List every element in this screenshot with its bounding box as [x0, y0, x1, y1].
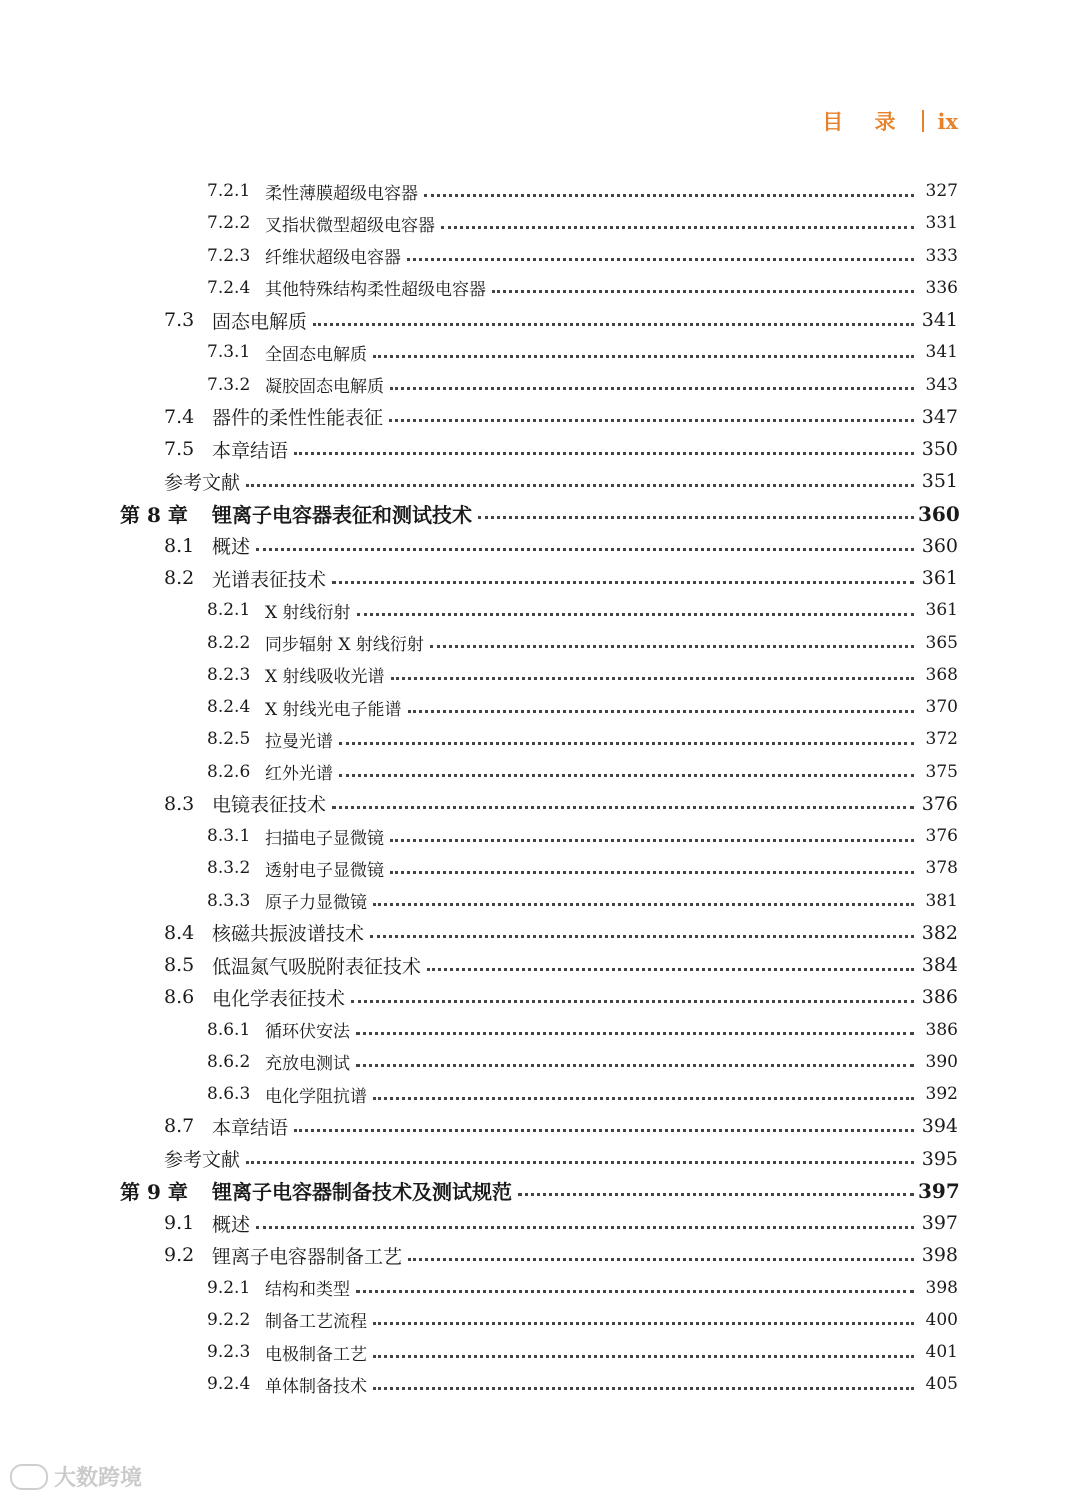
toc-entry-title: 固态电解质 — [212, 310, 308, 333]
toc-entry-number: 9.2 — [164, 1244, 195, 1267]
toc-entry — [0, 820, 1080, 852]
toc-entry — [0, 594, 1080, 626]
toc-entry-title: 器件的柔性性能表征 — [212, 407, 384, 430]
toc-entry — [0, 723, 1080, 755]
toc-entry-title: 循环伏安法 — [265, 1022, 350, 1042]
header-title: 目 录 — [822, 109, 908, 134]
toc-entry — [0, 498, 1080, 530]
toc-entry-title: 凝胶固态电解质 — [265, 377, 384, 397]
toc-entry-title: 原子力显微镜 — [265, 893, 367, 913]
toc-entry-page: 397 — [921, 1212, 958, 1234]
toc-entry-number: 8.3.1 — [207, 826, 251, 846]
toc-entry — [0, 917, 1080, 949]
toc-entry-title: 透射电子显微镜 — [265, 860, 384, 881]
toc-entry-title: 锂离子电容器制备工艺 — [212, 1245, 403, 1268]
toc-entry-number: 8.2.2 — [207, 632, 251, 653]
toc-entry — [0, 981, 1080, 1013]
toc-entry-number: 第 8 章 — [120, 503, 188, 527]
toc-entry — [0, 949, 1080, 981]
toc-entry-title: 锂离子电容器制备技术及测试规范 — [212, 1180, 512, 1205]
header-divider — [922, 110, 924, 132]
dot-leader — [294, 1127, 914, 1132]
toc-entry — [0, 1368, 1080, 1400]
toc-entry-number: 7.4 — [164, 405, 195, 428]
toc-entry-title: 本章结语 — [212, 1116, 289, 1139]
toc-entry-page: 390 — [925, 1051, 958, 1072]
toc-entry-page: 375 — [925, 761, 958, 782]
toc-entry-number: 8.6.2 — [207, 1051, 251, 1072]
toc-entry — [0, 1143, 1080, 1175]
dot-leader — [424, 192, 914, 197]
toc-entry-page: 370 — [925, 697, 958, 717]
toc-entry-title: 结构和类型 — [265, 1280, 350, 1300]
toc-entry-number: 7.2.4 — [207, 277, 251, 298]
toc-entry-title: X 射线吸收光谱 — [265, 667, 385, 688]
toc-entry-page: 405 — [925, 1374, 958, 1395]
toc-entry-page: 386 — [925, 1019, 958, 1040]
dot-leader — [246, 1159, 914, 1164]
toc-entry — [0, 659, 1080, 691]
toc-entry-page: 341 — [921, 309, 958, 331]
dot-leader — [332, 804, 914, 809]
toc-entry — [0, 272, 1080, 304]
toc-entry-title: 电化学阻抗谱 — [265, 1086, 367, 1107]
toc-entry-page: 361 — [921, 567, 958, 589]
toc-entry-number: 8.6.1 — [207, 1019, 251, 1040]
header-page-number: ix — [937, 108, 958, 134]
toc-entry — [0, 530, 1080, 562]
dot-leader — [356, 1062, 914, 1067]
toc-entry-title: 概述 — [212, 1213, 251, 1236]
dot-leader — [408, 708, 914, 713]
dot-leader — [492, 288, 914, 293]
toc-entry — [0, 1336, 1080, 1368]
toc-entry-page: 351 — [921, 470, 958, 493]
toc-entry-number: 8.3 — [164, 792, 195, 815]
toc-entry-number: 7.3.2 — [207, 374, 251, 395]
dot-leader — [357, 611, 914, 616]
dot-leader — [313, 321, 914, 326]
toc-entry-page: 386 — [921, 986, 958, 1009]
toc-entry-number: 8.7 — [164, 1115, 195, 1138]
toc-entry — [0, 1014, 1080, 1046]
toc-entry-number: 8.6.3 — [207, 1084, 251, 1104]
toc-entry-number: 7.2.2 — [207, 213, 251, 234]
toc-entry-page: 395 — [921, 1147, 958, 1170]
dot-leader — [408, 1256, 914, 1261]
toc-entry-title: 参考文献 — [164, 1149, 241, 1171]
toc-entry-number: 8.2.6 — [207, 761, 251, 782]
toc-entry-title: 本章结语 — [212, 439, 289, 462]
dot-leader — [390, 837, 914, 842]
dot-leader — [430, 643, 914, 648]
dot-leader — [373, 1320, 914, 1325]
toc-entry-title: X 射线光电子能谱 — [265, 699, 402, 720]
dot-leader — [441, 224, 914, 229]
toc-entry-title: 制备工艺流程 — [265, 1312, 367, 1333]
toc-entry-number: 8.2.3 — [207, 664, 251, 685]
toc-entry-number: 8.3.3 — [207, 890, 251, 911]
toc-entry-number: 7.2.3 — [207, 245, 251, 266]
toc-entry-title: 其他特殊结构柔性超级电容器 — [265, 280, 486, 301]
toc-entry-title: 核磁共振波谱技术 — [212, 923, 365, 946]
toc-entry-page: 341 — [925, 342, 958, 363]
toc-entry-number: 8.3.2 — [207, 858, 251, 879]
toc-entry-number: 9.1 — [164, 1212, 195, 1234]
toc-entry — [0, 788, 1080, 820]
toc-entry-title: 参考文献 — [164, 471, 241, 494]
toc-entry — [0, 756, 1080, 788]
toc-entry — [0, 1175, 1080, 1207]
dot-leader — [256, 1224, 914, 1229]
toc-entry-number: 7.2.1 — [207, 181, 251, 201]
dot-leader — [339, 772, 914, 777]
toc-entry-page: 384 — [921, 954, 958, 976]
speech-bubble-icon — [10, 1464, 48, 1490]
toc-entry-page: 372 — [925, 729, 958, 750]
dot-leader — [256, 546, 914, 551]
toc-entry-title: 纤维状超级电容器 — [265, 248, 401, 268]
toc-entry — [0, 465, 1080, 497]
toc-entry-page: 401 — [925, 1342, 958, 1362]
toc-entry-number: 8.5 — [164, 954, 195, 976]
toc-entry-page: 343 — [925, 374, 958, 395]
toc-entry-page: 331 — [925, 213, 958, 234]
toc-entry-page: 397 — [918, 1178, 960, 1203]
toc-entry — [0, 369, 1080, 401]
dot-leader — [373, 1353, 914, 1358]
toc-entry — [0, 240, 1080, 272]
toc-entry-number: 8.2.4 — [207, 697, 251, 717]
toc-entry-page: 394 — [921, 1115, 958, 1138]
toc-entry-page: 361 — [925, 600, 958, 621]
toc-entry — [0, 433, 1080, 465]
dot-leader — [356, 1030, 914, 1035]
toc-entry-number: 9.2.1 — [207, 1277, 251, 1298]
toc-entry-title: 单体制备技术 — [265, 1376, 367, 1397]
toc-entry-number: 8.4 — [164, 921, 195, 944]
toc-entry-page: 378 — [925, 858, 958, 879]
dot-leader — [373, 1385, 914, 1390]
toc-entry-title: 锂离子电容器表征和测试技术 — [212, 503, 472, 527]
toc-entry-number: 7.5 — [164, 438, 195, 460]
toc-entry-page: 360 — [921, 534, 958, 557]
toc-entry-title: 光谱表征技术 — [212, 568, 327, 591]
toc-entry-number: 8.2.1 — [207, 600, 251, 621]
dot-leader — [391, 675, 914, 680]
toc-entry — [0, 304, 1080, 336]
toc-entry-number: 9.2.2 — [207, 1309, 251, 1330]
toc-entry — [0, 1046, 1080, 1078]
toc-entry-page: 333 — [925, 245, 958, 266]
dot-leader — [373, 353, 914, 358]
toc-entry-title: 同步辐射 X 射线衍射 — [265, 635, 424, 655]
dot-leader — [389, 417, 914, 422]
toc-entry — [0, 1304, 1080, 1336]
toc-entry-number: 7.3 — [164, 309, 195, 331]
toc-entry — [0, 1110, 1080, 1142]
toc-entry-page: 398 — [925, 1277, 958, 1298]
dot-leader — [246, 482, 914, 487]
toc-entry-number: 8.2.5 — [207, 729, 251, 750]
toc-entry-number: 8.6 — [164, 986, 195, 1009]
toc-entry-title: 电镜表征技术 — [212, 794, 327, 817]
toc-entry — [0, 562, 1080, 594]
toc-entry-title: 低温氮气吸脱附表征技术 — [212, 955, 422, 978]
page-header — [822, 106, 958, 136]
dot-leader — [518, 1191, 914, 1196]
dot-leader — [294, 450, 914, 455]
toc-entry — [0, 1272, 1080, 1304]
toc-entry — [0, 885, 1080, 917]
toc-entry — [0, 1207, 1080, 1239]
toc-entry-page: 327 — [925, 181, 958, 201]
toc-entry — [0, 1239, 1080, 1271]
watermark — [10, 1461, 142, 1492]
toc-entry-page: 381 — [925, 890, 958, 911]
toc-entry-number: 7.3.1 — [207, 342, 251, 363]
toc-entry — [0, 401, 1080, 433]
toc-entry-number: 9.2.3 — [207, 1342, 251, 1362]
toc-entry-title: X 射线衍射 — [265, 602, 351, 623]
toc-entry-title: 叉指状微型超级电容器 — [265, 215, 435, 236]
dot-leader — [373, 901, 914, 906]
toc-entry-page: 398 — [921, 1244, 958, 1267]
toc-entry-title: 电化学表征技术 — [212, 987, 346, 1010]
toc-entry-page: 360 — [918, 501, 960, 526]
toc-entry-page: 350 — [921, 438, 958, 460]
toc-entry-page: 376 — [925, 826, 958, 846]
dot-leader — [373, 1095, 914, 1100]
toc-entry-page: 347 — [921, 405, 958, 428]
dot-leader — [427, 966, 914, 971]
toc-entry-title: 拉曼光谱 — [265, 731, 333, 752]
toc-entry-number: 8.1 — [164, 534, 195, 557]
toc-entry-title: 扫描电子显微镜 — [265, 828, 384, 849]
toc-entry-page: 368 — [925, 664, 958, 685]
toc-entry-page: 382 — [921, 921, 958, 944]
toc-entry — [0, 852, 1080, 884]
toc-entry-title: 充放电测试 — [265, 1054, 350, 1075]
dot-leader — [478, 514, 914, 519]
toc-entry-number: 第 9 章 — [120, 1180, 188, 1205]
dot-leader — [390, 385, 914, 390]
toc-entry-page: 376 — [921, 792, 958, 815]
dot-leader — [332, 579, 914, 584]
toc-entry — [0, 336, 1080, 368]
watermark-text: 大数跨境 — [54, 1466, 143, 1491]
dot-leader — [356, 1288, 914, 1293]
toc-entry — [0, 627, 1080, 659]
toc-entry-title: 电极制备工艺 — [265, 1344, 367, 1365]
toc-entry-page: 400 — [925, 1309, 958, 1330]
toc-entry — [0, 175, 1080, 207]
toc-entry — [0, 207, 1080, 239]
toc-entry-number: 9.2.4 — [207, 1374, 251, 1395]
dot-leader — [339, 740, 914, 745]
toc-entry-title: 柔性薄膜超级电容器 — [265, 183, 418, 204]
dot-leader — [407, 256, 914, 261]
toc-entry-number: 8.2 — [164, 567, 195, 589]
toc-entry-page: 336 — [925, 277, 958, 298]
toc-entry-title: 概述 — [212, 536, 251, 559]
toc-entry — [0, 1078, 1080, 1110]
dot-leader — [370, 933, 914, 938]
dot-leader — [351, 998, 914, 1003]
dot-leader — [390, 869, 914, 874]
toc-entry-page: 365 — [925, 632, 958, 653]
toc-entry-title: 红外光谱 — [265, 764, 333, 784]
toc-entry-title: 全固态电解质 — [265, 344, 367, 365]
toc-entry-page: 392 — [925, 1084, 958, 1104]
toc-entry — [0, 691, 1080, 723]
